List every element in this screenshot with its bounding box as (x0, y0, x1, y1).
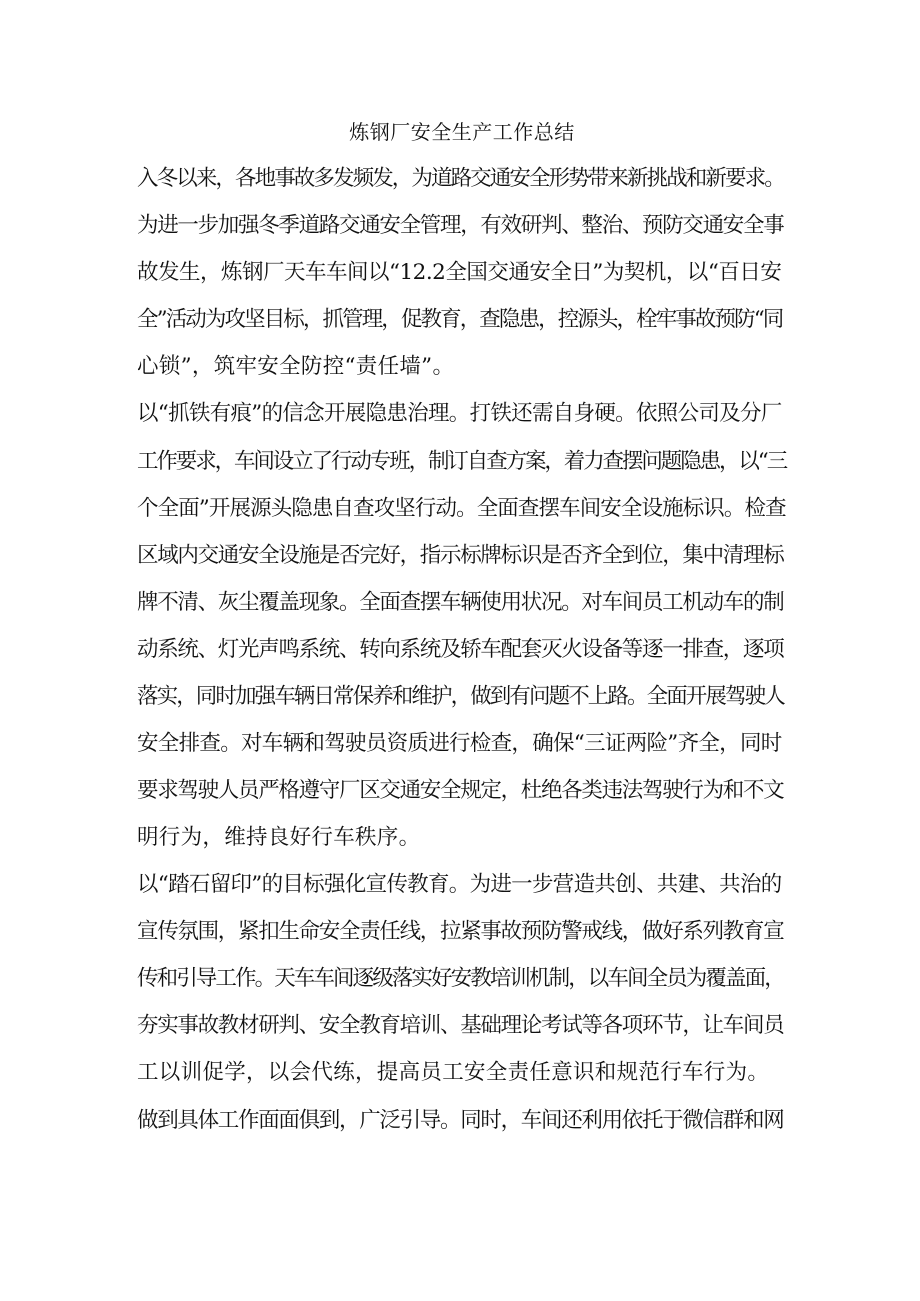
text-line: 落实，同时加强车辆日常保养和维护，做到有问题不上路。全面开展驾驶人 (137, 684, 784, 709)
text-line: 夯实事故教材研判、安全教育培训、基础理论考试等各项环节，让车间员 (137, 1013, 784, 1038)
text-line: 牌不清、灰尘覆盖现象。全面查摆车辆使用状况。对车间员工机动车的制 (137, 590, 784, 615)
text-line: 安全排查。对车辆和驾驶员资质进行检查，确保“三证两险”齐全，同时 (137, 731, 782, 756)
text-line: 动系统、灯光声鸣系统、转向系统及轿车配套灭火设备等逐一排查，逐项 (137, 637, 784, 662)
text-line: 以“抓铁有痕”的信念开展隐患治理。打铁还需自身硬。依照公司及分厂 (137, 401, 782, 426)
text-line: 全”活动为攻坚目标，抓管理，促教育，查隐患，控源头，栓牢事故预防“同 (137, 307, 783, 332)
document-title: 炼钢厂安全生产工作总结 (349, 120, 575, 144)
text-line: 入冬以来，各地事故多发频发，为道路交通安全形势带来新挑战和新要求。 (137, 166, 784, 191)
text-line: 以“踏石留印”的目标强化宣传教育。为进一步营造共创、共建、共治的 (137, 872, 782, 897)
text-line: 心锁”，筑牢安全防控“责任墙”。 (137, 354, 455, 379)
text-line: 传和引导工作。天车车间逐级落实好安教培训机制，以车间全员为覆盖面， (137, 966, 784, 991)
text-line: 工以训促学，以会代练，提高员工安全责任意识和规范行车行为。 (137, 1060, 770, 1085)
text-line: 个全面”开展源头隐患自查攻坚行动。全面查摆车间安全设施标识。检查 (137, 496, 786, 521)
text-line: 故发生，炼钢厂天车车间以“12.2全国交通安全日”为契机，以“百日安 (137, 260, 782, 285)
text-line: 要求驾驶人员严格遵守厂区交通安全规定，杜绝各类违法驾驶行为和不文 (137, 778, 784, 803)
text-line: 工作要求，车间设立了行动专班，制订自查方案，着力查摆问题隐患，以“三 (137, 449, 787, 474)
text-line: 做到具体工作面面俱到，广泛引导。同时，车间还利用依托于微信群和网 (137, 1108, 784, 1133)
text-line: 区域内交通安全设施是否完好，指示标牌标识是否齐全到位，集中清理标 (137, 543, 784, 568)
text-line: 宣传氛围，紧扣生命安全责任线，拉紧事故预防警戒线，做好系列教育宣 (137, 919, 784, 944)
text-line: 明行为，维持良好行车秩序。 (137, 825, 421, 850)
text-line: 为进一步加强冬季道路交通安全管理，有效研判、整治、预防交通安全事 (137, 213, 784, 238)
